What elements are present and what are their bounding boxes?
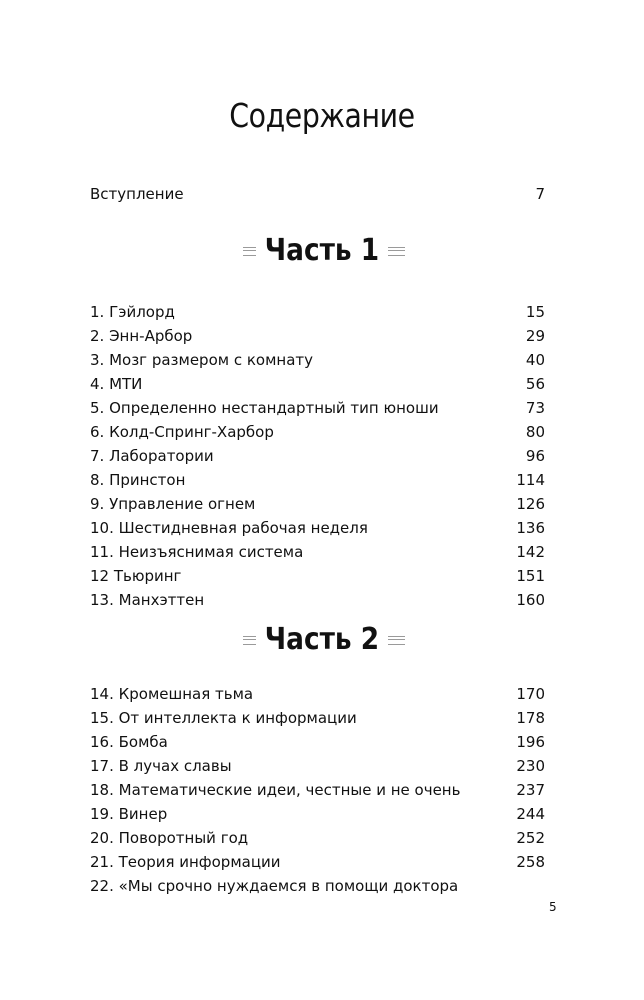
toc-entry-page: 142 [516, 543, 545, 561]
toc-entry [90, 325, 545, 347]
toc-entry-title: 15. От интеллекта к информации [90, 709, 357, 727]
part-1-label: Часть 1 [256, 231, 388, 271]
toc-entry-title: 13. Манхэттен [90, 591, 205, 609]
part-1-heading [0, 231, 644, 271]
toc-entry-title: 22. «Мы срочно нуждаемся в помощи доктора [90, 877, 459, 895]
page-title: Содержание [229, 96, 415, 135]
page-number: 5 [549, 900, 557, 914]
toc-entry-title: 14. Кромешная тьма [90, 685, 254, 703]
toc-entry-page: 126 [516, 495, 545, 513]
toc-entry-title: 2. Энн-Арбор [90, 327, 193, 345]
toc-entry [90, 469, 545, 491]
toc-entry-title: 21. Теория информации [90, 853, 281, 871]
toc-entry [90, 803, 545, 825]
toc-entry [90, 779, 545, 801]
toc-entry-title: 12 Тьюринг [90, 567, 182, 585]
toc-entry-page: 7 [535, 185, 545, 203]
toc-entry-page: 56 [525, 375, 545, 393]
toc-entry-page: 230 [516, 757, 545, 775]
toc-entry-title: 6. Колд-Спринг-Харбор [90, 423, 274, 441]
toc-entry-page: 15 [525, 303, 545, 321]
toc-entry-title: 17. В лучах славы [90, 757, 232, 775]
toc-entry-page: 252 [516, 829, 545, 847]
toc-entry [90, 373, 545, 395]
toc-entry-page: 170 [516, 685, 545, 703]
toc-entry-page: 96 [525, 447, 545, 465]
toc-entry-page: 151 [516, 567, 545, 585]
toc-entry [90, 517, 545, 539]
toc-entry [90, 875, 545, 897]
toc-entry-title: 8. Принстон [90, 471, 186, 489]
toc-entry-title: 11. Неизъяснимая система [90, 543, 304, 561]
toc-entry-title: 19. Винер [90, 805, 168, 823]
toc-entry [90, 851, 545, 873]
toc-entry-title: 18. Математические идеи, честные и не очень [90, 781, 461, 799]
toc-entry-page: 244 [516, 805, 545, 823]
toc-entry [90, 565, 545, 587]
toc-entry-page: 136 [516, 519, 545, 537]
toc-entry-title: 4. МТИ [90, 375, 143, 393]
toc-entry [90, 349, 545, 371]
toc-entry [90, 755, 545, 777]
toc-entry-title: Вступление [90, 185, 184, 203]
toc-entry-title: 3. Мозг размером с комнату [90, 351, 314, 369]
toc-entry-title: 5. Определенно нестандартный тип юноши [90, 399, 439, 417]
toc-entry [90, 445, 545, 467]
toc-entry-page: 114 [516, 471, 545, 489]
toc-entry [90, 421, 545, 443]
toc-entry-page: 73 [525, 399, 545, 417]
toc-entry [90, 589, 545, 611]
toc-entry [90, 301, 545, 323]
toc-entry-title: 20. Поворотный год [90, 829, 249, 847]
toc-entry [90, 731, 545, 753]
toc-entry [90, 707, 545, 729]
toc-entry-page: 258 [516, 853, 545, 871]
toc-entry [90, 827, 545, 849]
toc-entry [90, 683, 545, 705]
toc-entry-title: 1. Гэйлорд [90, 303, 175, 321]
toc-entry-title: 10. Шестидневная рабочая неделя [90, 519, 368, 537]
part-2-heading [0, 620, 644, 660]
toc-entry [90, 541, 545, 563]
toc-entry [90, 397, 545, 419]
toc-entry-title: 9. Управление огнем [90, 495, 256, 513]
toc-entry-page: 178 [516, 709, 545, 727]
toc-entry-intro [90, 183, 545, 205]
toc-entry-page: 80 [525, 423, 545, 441]
part-2-label: Часть 2 [256, 620, 388, 660]
toc-entry-page: 196 [516, 733, 545, 751]
toc-entry-page: 40 [525, 351, 545, 369]
toc-entry-page: 29 [525, 327, 545, 345]
toc-entry-page: 160 [516, 591, 545, 609]
toc-entry [90, 493, 545, 515]
toc-entry-page: 237 [516, 781, 545, 799]
toc-entry-title: 16. Бомба [90, 733, 168, 751]
toc-entry-title: 7. Лаборатории [90, 447, 214, 465]
